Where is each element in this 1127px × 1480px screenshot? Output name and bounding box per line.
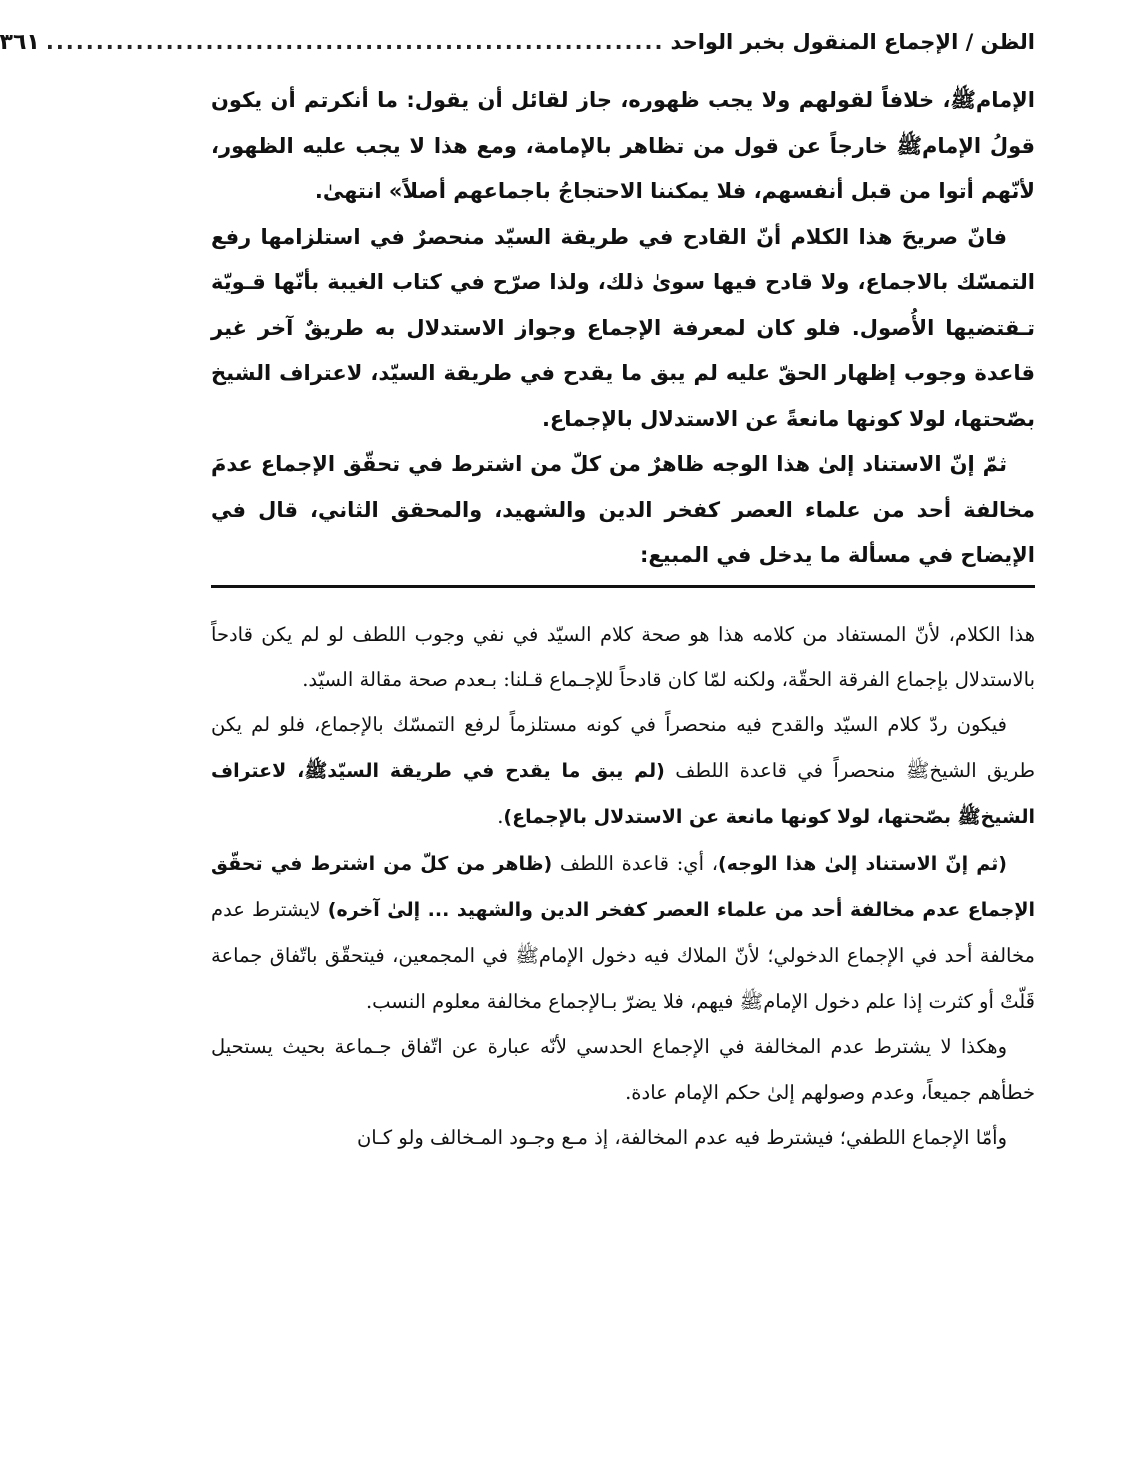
- running-header: [0, 30, 1035, 74]
- main-paragraph-1: الإمامﷺ، خلافاً لقولهم ولا يجب ظهوره، جاز لقائل أن يقول: ما أنكرتم أن يكون قولُ الإمامﷺ خارجاً عن قول من تظاهر بالإمامة، ومع هذا لا يجب عليه الظهور، لأنّهم أتوا من قبل أنفسهم، فلا يمكننا الاحتجاجُ باجماعهم أصلاً» انتهىٰ.: [211, 88, 1035, 203]
- page-number: ٣٦١: [0, 30, 40, 55]
- footnote-p3-quote-2: (ظاهر من كلّ من اشترط في تحقّق الإجماع عدم مخالفة أحد من علماء العصر كفخر الدين والشهيد ... إلىٰ آخره): [211, 852, 1036, 921]
- footnote-p3-quote-1: (ثم إنّ الاستناد إلىٰ هذا الوجه): [718, 852, 1007, 875]
- footnote-p2-quote: (لم يبق ما يقدح في طريقة السيّدﷺ، لاعتراف الشيخﷺ بصّحتها، لولا كونها مانعة عن الاستدلال بالإجماع): [211, 759, 1035, 829]
- footnote-paragraph-4: وهكذا لا يشترط عدم المخالفة في الإجماع الحدسي لأنّه عبارة عن اتّفاق جـماعة بحيث يستحيل خطأهم جميعاً، وعدم وصولهم إلىٰ حكم الإمام عادة.: [211, 1035, 1035, 1104]
- header-title: الظن / الإجماع المنقول بخبر الواحد: [670, 30, 1035, 54]
- footnote-paragraph-1: هذا الكلام، لأنّ المستفاد من كلامه هذا هو صحة كلام السيّد في نفي وجوب اللطف لو لم يكن قادحاً بالاستدلال بإجماع الفرقة الحقّة، ولكنه لمّا كان قادحاً للإجـماع قـلنا: بـعدم صحة مقالة السيّد.: [211, 622, 1035, 691]
- footnote-p2-start: فيكون ردّ كلام السيّد والقدح فيه منحصراً في كونه مستلزماً لرفع التمسّك بالإجماع، فلو لم يكن طريق الشيخﷺ منحصراً في قاعدة اللطف: [211, 713, 1036, 782]
- footnote-paragraph-2: [211, 702, 1035, 840]
- footnote-p3-mid: ، أي: قاعدة اللطف: [552, 851, 719, 875]
- footnote-paragraph-3: [211, 841, 1035, 1025]
- footnote-paragraph-5: وأمّا الإجماع اللطفي؛ فيشترط فيه عدم المخالفة، إذ مـع وجـود المـخالف ولو كـان: [356, 1125, 1007, 1149]
- footnote-divider: [211, 585, 1035, 588]
- main-paragraph-3: ثمّ إنّ الاستناد إلىٰ هذا الوجه ظاهرٌ من كلّ من اشترط في تحقّق الإجماع عدمَ مخالفة أحد من علماء العصر كفخر الدين والشهيد، والمحقق الثاني، قال في الإيضاح في مسألة ما يدخل في المبيع:: [211, 452, 1035, 567]
- footnote-p3-end: لايشترط عدم مخالفة أحد في الإجماع الدخولي؛ لأنّ الملاك فيه دخول الإمامﷺ في المجمعين، فيتحقّق باتّفاق جماعة قَلّتْ أو كثرت إذا علم دخول الإمامﷺ فيهم، فلا يضرّ بـالإجماع مخالفة معلوم النسب.: [211, 897, 1035, 1013]
- book-page: [0, 30, 1036, 1480]
- main-paragraph-2: فانّ صريحَ هذا الكلام أنّ القادح في طريقة السيّد منحصرٌ في استلزامها رفع التمسّك بالاجماع، ولا قادح فيها سوىٰ ذلك، ولذا صرّح في كتاب الغيبة بأنّها قـويّة تـقتضيها الأُصول. فلو كان لمعرفة الإجماع وجواز الاستدلال به طريقٌ آخر غير قاعدة وجوب إظهار الحقّ عليه لم يبق ما يقدح في طريقة السيّد، لاعتراف الشيخ بصّحتها، لولا كونها مانعةً عن الاستدلال بالإجماع.: [211, 224, 1035, 431]
- footnote-p2-end: .: [497, 805, 504, 829]
- footnote-commentary: [211, 612, 1035, 1161]
- header-dot-leader: ..............................................................: [45, 30, 665, 54]
- main-text: [211, 78, 1035, 579]
